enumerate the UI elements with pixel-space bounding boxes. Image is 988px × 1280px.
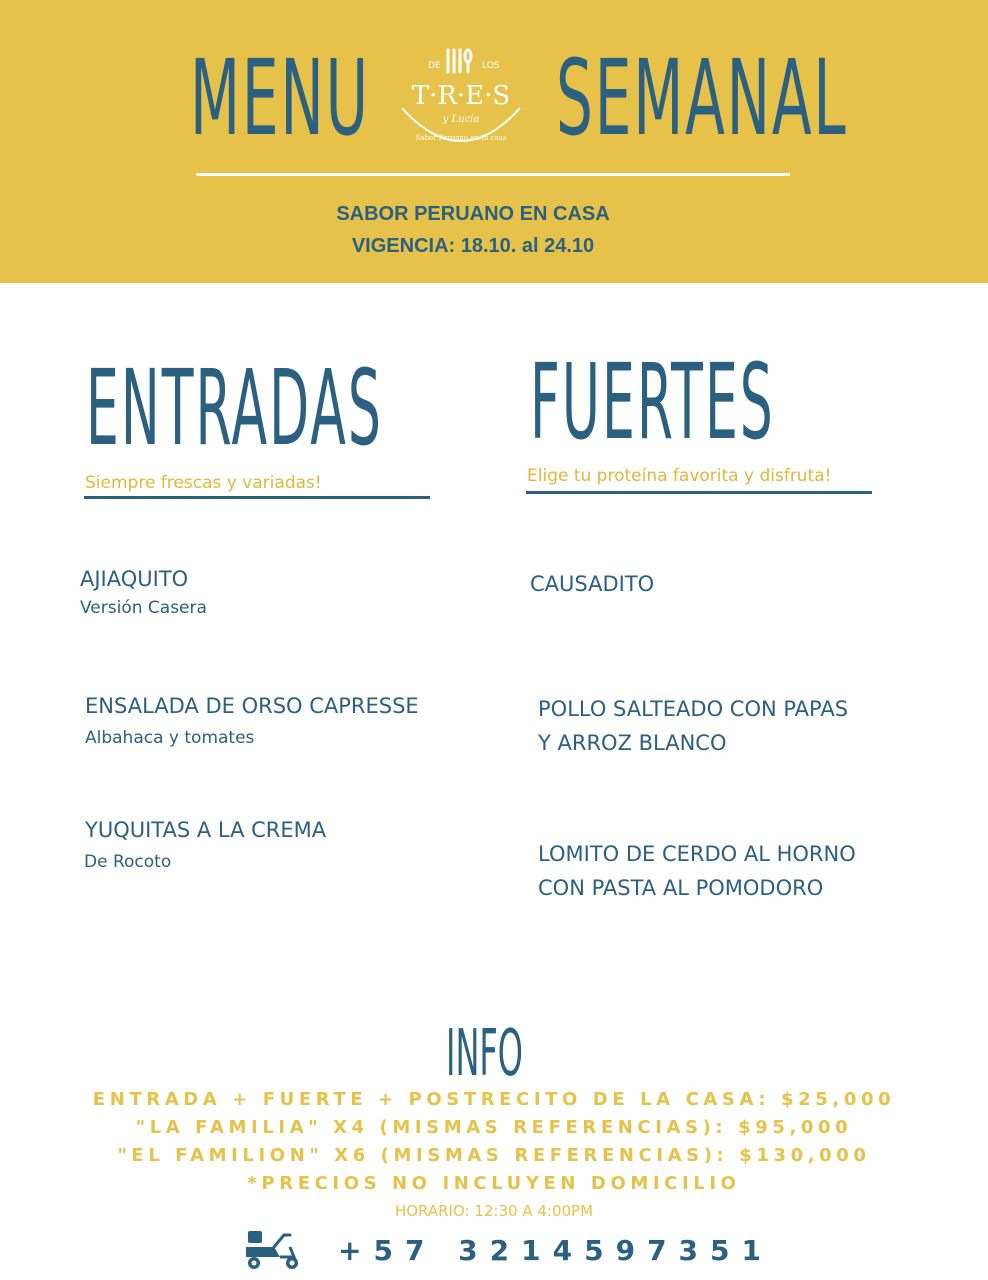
svg-text:y Lucia: y Lucia <box>442 114 480 125</box>
opening-hours: HORARIO: 12:30 A 4:00PM <box>394 1202 594 1220</box>
entradas-divider <box>84 496 430 499</box>
fuerte-item-name: POLLO SALTEADO CON PAPAS <box>538 697 849 721</box>
price-line-familia: "LA FAMILIA" X4 (MISMAS REFERENCIAS): $95,000 <box>135 1117 853 1138</box>
fuerte-item-name-cont: CON PASTA AL POMODORO <box>538 876 824 900</box>
fuertes-divider <box>526 491 872 494</box>
header-divider <box>196 173 790 176</box>
entrada-item-desc: Albahaca y tomates <box>85 728 255 748</box>
entradas-title: ENTRADAS <box>86 347 383 469</box>
entrada-item-name: YUQUITAS A LA CREMA <box>85 818 327 842</box>
validity-dates: VIGENCIA: 18.10. al 24.10 <box>351 235 595 257</box>
delivery-note: *PRECIOS NO INCLUYEN DOMICILIO <box>247 1173 741 1194</box>
fuertes-title: FUERTES <box>530 341 775 463</box>
fuerte-item-name: LOMITO DE CERDO AL HORNO <box>538 842 856 866</box>
entrada-item-desc: De Rocoto <box>84 852 172 872</box>
cutlery-icon <box>448 50 471 72</box>
entradas-tagline: Siempre frescas y variadas! <box>85 473 322 493</box>
fuertes-tagline: Elige tu proteína favorita y disfruta! <box>527 466 832 486</box>
svg-text:T·R·E·S: T·R·E·S <box>411 81 511 111</box>
entrada-item-name: AJIAQUITO <box>80 567 189 591</box>
restaurant-logo <box>388 44 534 156</box>
fuerte-item-name: CAUSADITO <box>530 572 655 596</box>
header-banner <box>0 0 988 283</box>
phone-number[interactable]: +57 3214597351 <box>338 1234 773 1267</box>
svg-text:DE: DE <box>428 61 441 71</box>
scooter-icon <box>244 1229 302 1271</box>
svg-text:LOS: LOS <box>482 61 500 71</box>
price-line-combo: ENTRADA + FUERTE + POSTRECITO DE LA CASA: $25,000 <box>92 1089 896 1110</box>
semanal-title: SEMANAL <box>556 37 848 159</box>
entrada-item-desc: Versión Casera <box>80 598 207 618</box>
info-title: INFO <box>446 1017 523 1091</box>
svg-text:Sabor Peruano en tu casa: Sabor Peruano en tu casa <box>415 134 507 142</box>
menu-title: MENU <box>190 37 371 159</box>
fuerte-item-name-cont: Y ARROZ BLANCO <box>538 731 727 755</box>
price-line-familion: "EL FAMILION" X6 (MISMAS REFERENCIAS): $130,000 <box>117 1145 871 1166</box>
subtitle: SABOR PERUANO EN CASA <box>336 203 610 225</box>
entrada-item-name: ENSALADA DE ORSO CAPRESSE <box>85 694 419 718</box>
